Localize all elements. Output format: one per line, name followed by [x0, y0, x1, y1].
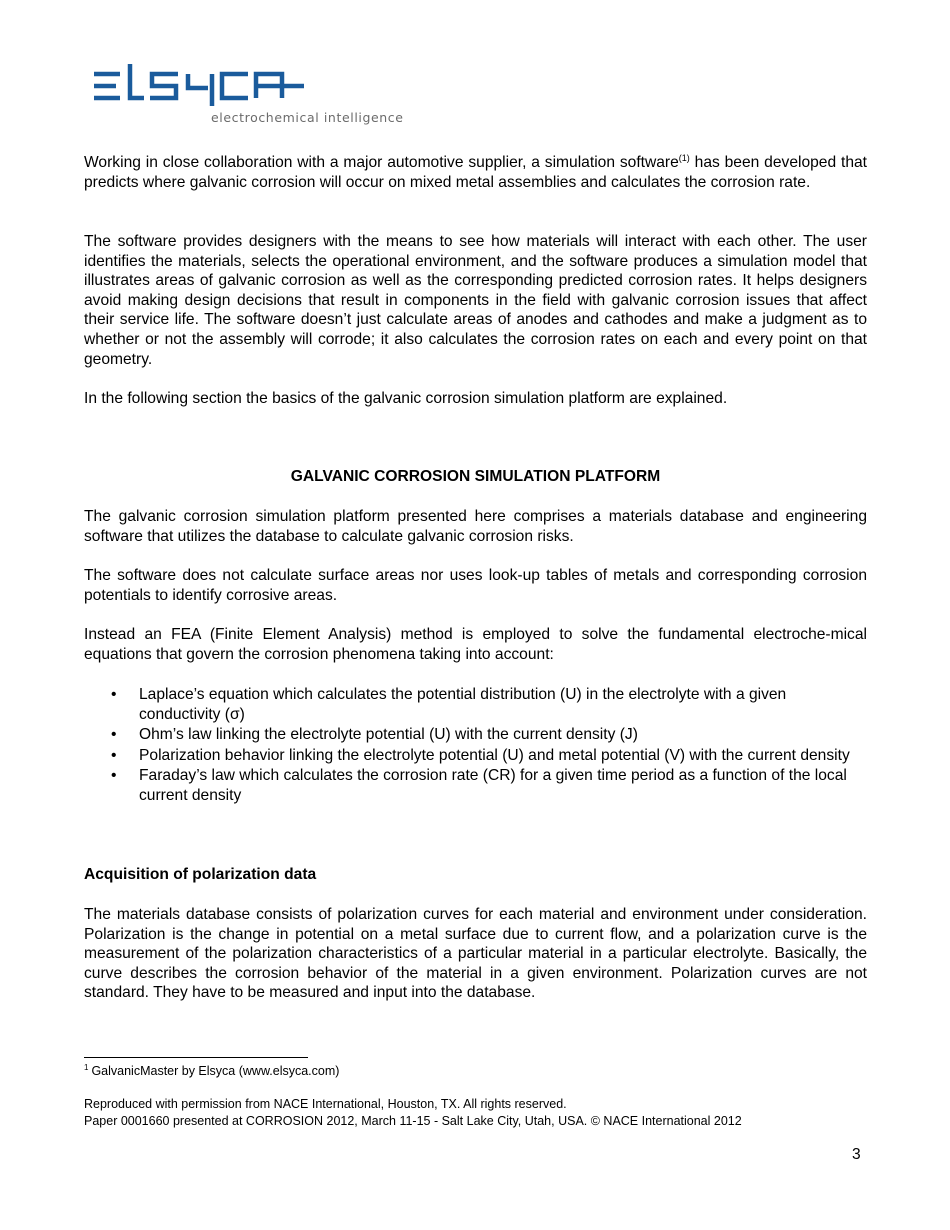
intro-text-a: Working in close collaboration with a major automotive supplier, a simulation software	[84, 154, 679, 171]
section-heading-text: GALVANIC CORROSION SIMULATION PLATFORM	[290, 468, 661, 485]
intro-paragraph-2-text: The software provides designers with the means to see how materials will interact with each other. The user identifies the materials, selects the operational environment, and the software produces a simulation model that illustrates areas of galvanic corrosion as well as the corresponding predicted corrosion rates. It helps designers avoid making design decisions that result in components in the field with galvanic corrosion issues that affect their service life. The software doesn’t just calculate areas of anodes and cathodes and make a judgment as to whether or not the assembly will corrode; it also calculates the corrosion rates on each and every point on that geometry.	[84, 233, 867, 368]
subsection-heading	[84, 865, 867, 885]
bullet-text: Ohm’s law linking the electrolyte potential (U) with the current density (J)	[139, 726, 638, 744]
page-number: 3	[852, 1146, 861, 1163]
footnote-divider	[84, 1057, 308, 1058]
bullet-text: Laplace’s equation which calculates the potential distribution (U) in the electrolyte with a given conductivity (σ)	[139, 686, 787, 723]
section-paragraph-2-text: The software does not calculate surface areas nor uses look-up tables of metals and corresponding corrosion potentials to identify corrosive areas.	[84, 567, 867, 604]
subsection-paragraph-1-text: The materials database consists of polarization curves for each material and environment under consideration. Polarization is the change in potential on a metal surface due to current flow, and a polarization curve is the measurement of the polarization characteristics of a particular material in a particular electrolyte. Basically, the curve describes the corrosion behavior of the material in a given environment. Polarization curves are not standard. They have to be measured and input into the database.	[84, 906, 867, 1002]
logo-tagline: electrochemical intelligence	[211, 110, 404, 125]
footer-line-2: Paper 0001660 presented at CORROSION 2012, March 11-15 - Salt Lake City, Utah, USA. © NACE International 2012	[84, 1113, 742, 1128]
bullet-list	[84, 685, 867, 807]
section-paragraph-3	[84, 625, 867, 664]
section-paragraph-2	[84, 566, 867, 605]
bullet-icon: •	[111, 767, 117, 785]
intro-paragraph-1	[84, 153, 867, 192]
list-item	[84, 766, 867, 805]
list-item	[84, 725, 867, 745]
list-item	[84, 746, 867, 766]
list-item	[84, 685, 867, 724]
intro-paragraph-3	[84, 389, 867, 409]
footer-line-1: Reproduced with permission from NACE International, Houston, TX. All rights reserved.	[84, 1097, 567, 1111]
subsection-paragraph-1	[84, 905, 867, 1003]
intro-paragraph-3-text: In the following section the basics of the galvanic corrosion simulation platform are explained.	[84, 390, 728, 407]
bullet-text: Faraday’s law which calculates the corrosion rate (CR) for a given time period as a function of the local current density	[139, 767, 847, 804]
intro-text-b: has been developed that predicts where galvanic corrosion will occur on mixed metal assemblies and calculates the corrosion rate.	[84, 154, 868, 191]
footnote-reference: (1)	[678, 153, 690, 163]
copyright-footer	[84, 1096, 742, 1129]
intro-paragraph-2	[84, 232, 867, 369]
bullet-icon: •	[111, 746, 117, 764]
bullet-icon: •	[111, 726, 117, 744]
footnote-text: GalvanicMaster by Elsyca (www.elsyca.com)	[91, 1064, 340, 1078]
section-paragraph-1	[84, 507, 867, 546]
bullet-text: Polarization behavior linking the electrolyte potential (U) and metal potential (V) with the current density	[139, 746, 850, 764]
section-paragraph-3-text: Instead an FEA (Finite Element Analysis) method is employed to solve the fundamental electroche-mical equations that govern the corrosion phenomena taking into account:	[84, 626, 867, 663]
elsyca-wordmark-graphic	[92, 62, 307, 108]
subsection-heading-text: Acquisition of polarization data	[84, 866, 317, 883]
section-heading	[84, 467, 867, 487]
footnote	[84, 1063, 339, 1078]
elsyca-logo	[92, 62, 412, 128]
bullet-icon: •	[111, 686, 117, 703]
footnote-mark: 1	[84, 1063, 89, 1072]
section-paragraph-1-text: The galvanic corrosion simulation platform presented here comprises a materials database and engineering software that utilizes the database to calculate galvanic corrosion risks.	[84, 508, 867, 545]
